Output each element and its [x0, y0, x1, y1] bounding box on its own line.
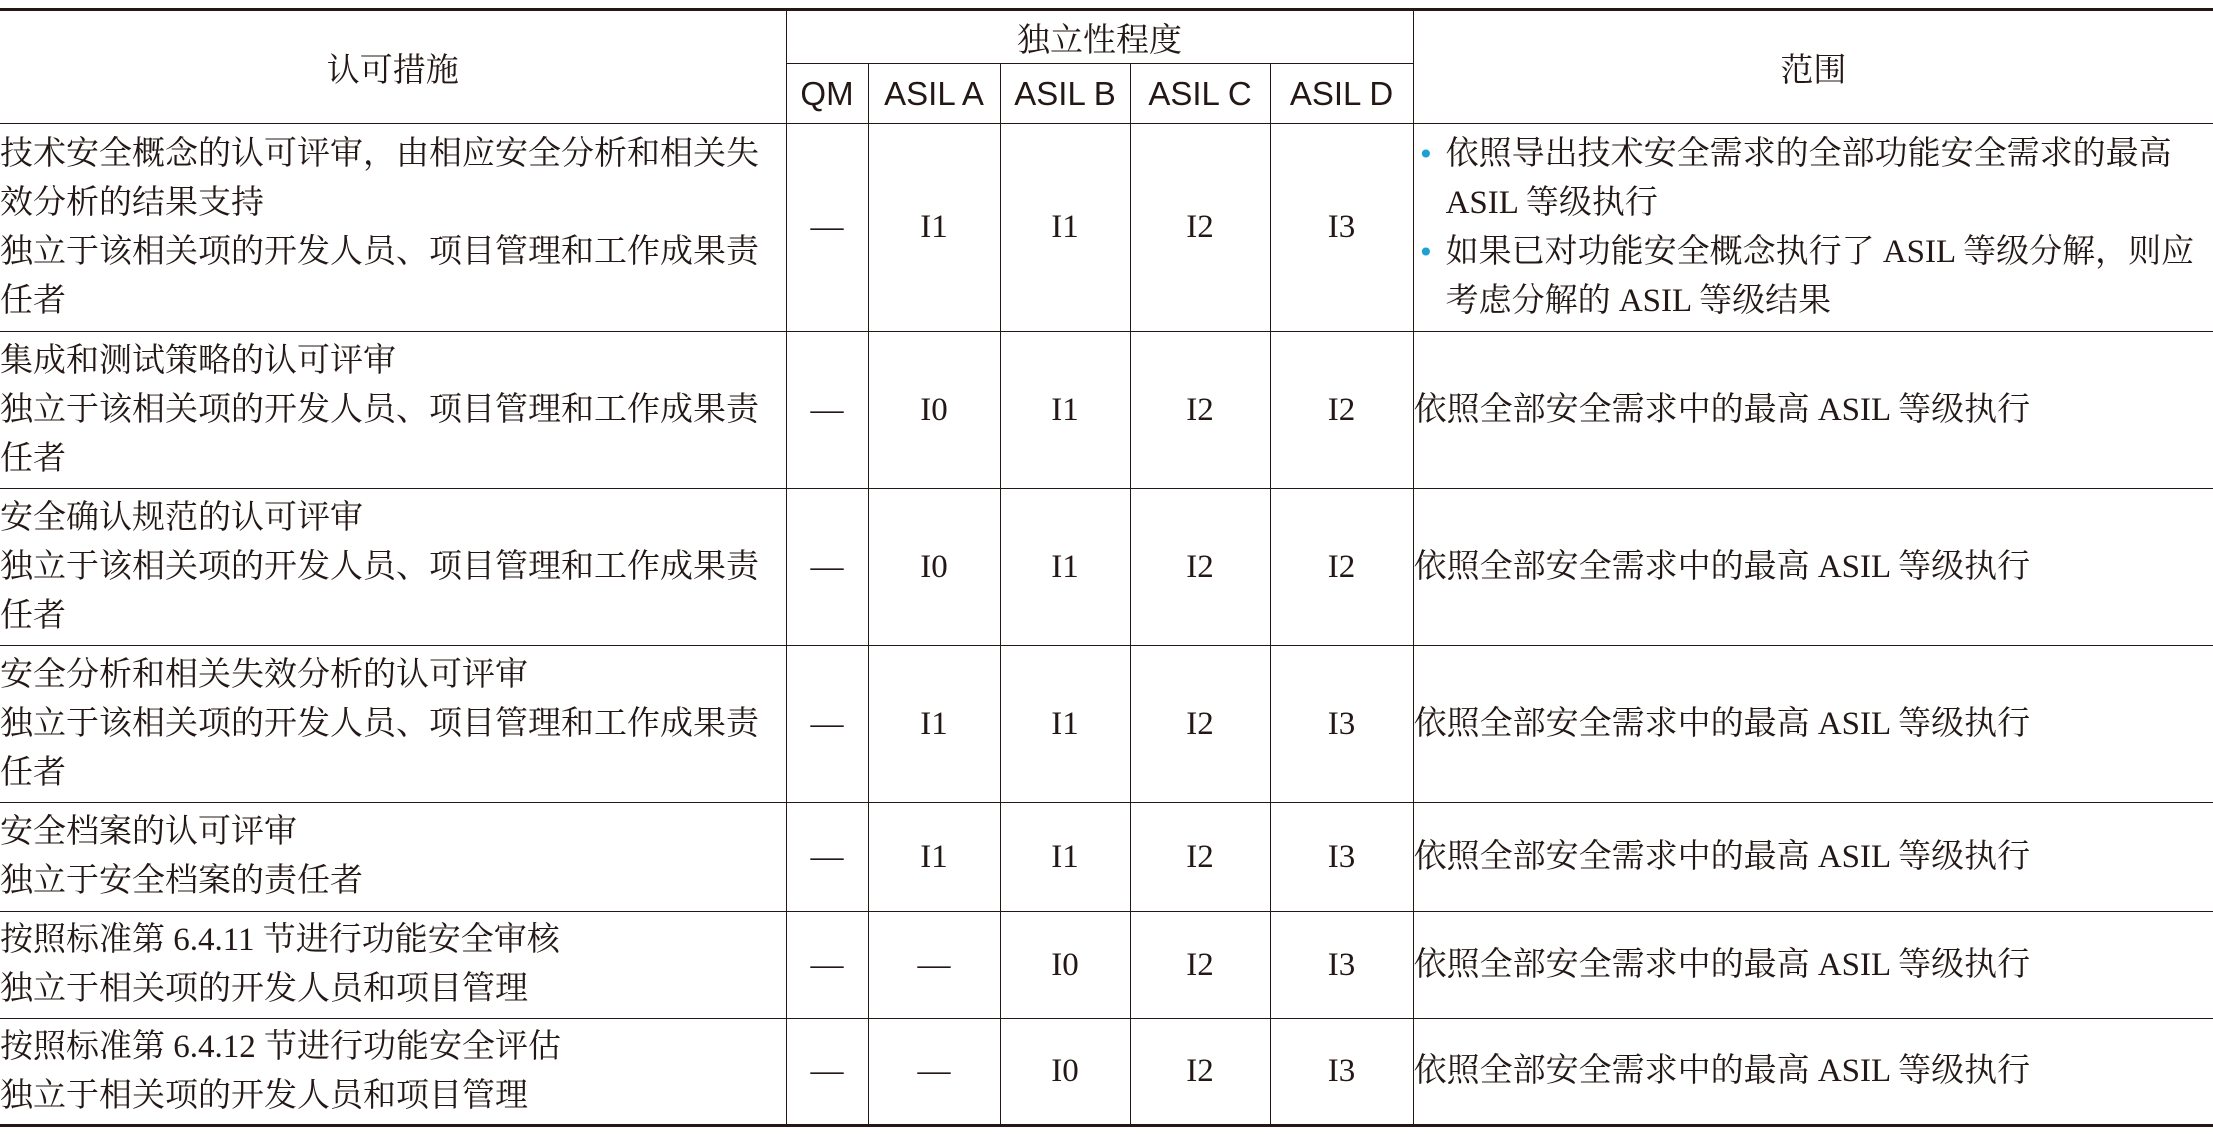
level-asil-a-cell: I0 [868, 332, 1000, 489]
measures-list [0, 651, 786, 798]
header-level-asil-c: ASIL C [1130, 64, 1270, 124]
level-asil-d-cell: I2 [1270, 489, 1413, 646]
level-asil-b-cell: I1 [1000, 332, 1130, 489]
table-row [0, 124, 2213, 332]
measures-cell [0, 489, 786, 646]
level-asil-b-cell: I1 [1000, 803, 1130, 912]
header-level-asil-d: ASIL D [1270, 64, 1413, 124]
table-row [0, 1019, 2213, 1126]
list-item [0, 808, 786, 857]
header-level-asil-a: ASIL A [868, 64, 1000, 124]
table-header [0, 10, 2213, 124]
list-item [0, 386, 786, 484]
measure-text: 按照标准第 6.4.12 节进行功能安全评估 [0, 1028, 561, 1065]
list-item [0, 337, 786, 386]
level-asil-a-cell: I0 [868, 489, 1000, 646]
table-row [0, 489, 2213, 646]
header-measures: 认可措施 [0, 10, 786, 124]
level-asil-a-cell: I1 [868, 646, 1000, 803]
measure-text: 安全确认规范的认可评审 [0, 499, 363, 536]
scope-cell: 依照全部安全需求中的最高 ASIL 等级执行 [1413, 912, 2213, 1019]
level-asil-d-cell: I3 [1270, 124, 1413, 332]
level-asil-c-cell: I2 [1130, 803, 1270, 912]
level-asil-d-cell: I3 [1270, 646, 1413, 803]
list-item [0, 965, 786, 1014]
table-row [0, 646, 2213, 803]
measure-text: 按照标准第 6.4.11 节进行功能安全审核 [0, 922, 560, 958]
measures-cell [0, 124, 786, 332]
table-row [0, 912, 2213, 1019]
level-asil-c-cell: I2 [1130, 1019, 1270, 1126]
scope-cell: 依照全部安全需求中的最高 ASIL 等级执行 [1413, 489, 2213, 646]
measure-text: 独立于相关项的开发人员和项目管理 [0, 1077, 528, 1114]
level-asil-a-cell: — [868, 1019, 1000, 1126]
scope-list [1414, 130, 2213, 326]
level-asil-b-cell: I0 [1000, 1019, 1130, 1126]
scope-text: 如果已对功能安全概念执行了 ASIL 等级分解，则应考虑分解的 ASIL 等级结果 [1445, 233, 2195, 319]
level-asil-b-cell: I1 [1000, 646, 1130, 803]
measure-text: 独立于该相关项的开发人员、项目管理和工作成果责任者 [0, 548, 759, 634]
level-qm-cell: — [786, 912, 868, 1019]
measure-text: 独立于安全档案的责任者 [0, 863, 363, 899]
measure-text: 独立于该相关项的开发人员、项目管理和工作成果责任者 [0, 391, 759, 477]
list-item [0, 916, 786, 965]
list-item [0, 651, 786, 700]
measure-text: 安全分析和相关失效分析的认可评审 [0, 656, 528, 693]
bullet-dot-icon: • [1417, 235, 1435, 269]
measure-text: 独立于该相关项的开发人员、项目管理和工作成果责任者 [0, 233, 759, 319]
measures-cell [0, 803, 786, 912]
measure-text: 独立于该相关项的开发人员、项目管理和工作成果责任者 [0, 705, 759, 791]
list-item [0, 543, 786, 641]
level-asil-d-cell: I3 [1270, 912, 1413, 1019]
header-scope: 范围 [1413, 10, 2213, 124]
level-qm-cell: — [786, 332, 868, 489]
measure-text: 独立于相关项的开发人员和项目管理 [0, 971, 528, 1007]
measures-cell [0, 646, 786, 803]
measures-list [0, 494, 786, 641]
level-asil-c-cell: I2 [1130, 646, 1270, 803]
level-qm-cell: — [786, 124, 868, 332]
measures-list [0, 130, 786, 326]
scope-cell: 依照全部安全需求中的最高 ASIL 等级执行 [1413, 332, 2213, 489]
measure-text: 安全档案的认可评审 [0, 814, 297, 850]
level-asil-c-cell: I2 [1130, 332, 1270, 489]
measures-cell [0, 912, 786, 1019]
measures-list [0, 808, 786, 906]
level-asil-d-cell: I2 [1270, 332, 1413, 489]
level-asil-b-cell: I0 [1000, 912, 1130, 1019]
list-item [0, 857, 786, 906]
list-item [0, 700, 786, 798]
list-item [0, 228, 786, 326]
list-item [0, 1072, 786, 1121]
list-item [0, 1023, 786, 1072]
level-asil-d-cell: I3 [1270, 803, 1413, 912]
level-qm-cell: — [786, 489, 868, 646]
scope-cell: 依照全部安全需求中的最高 ASIL 等级执行 [1413, 803, 2213, 912]
level-asil-c-cell: I2 [1130, 124, 1270, 332]
header-level-asil-b: ASIL B [1000, 64, 1130, 124]
level-asil-a-cell: I1 [868, 124, 1000, 332]
confirmation-measures-table [0, 8, 2213, 1127]
list-item [0, 494, 786, 543]
bullet-dot-icon: • [1417, 137, 1435, 171]
measure-text: 技术安全概念的认可评审，由相应安全分析和相关失效分析的结果支持 [0, 135, 759, 221]
level-asil-a-cell: — [868, 912, 1000, 1019]
level-asil-a-cell: I1 [868, 803, 1000, 912]
measure-text: 集成和测试策略的认可评审 [0, 342, 396, 379]
level-asil-c-cell: I2 [1130, 489, 1270, 646]
scope-cell: 依照全部安全需求中的最高 ASIL 等级执行 [1413, 646, 2213, 803]
header-row-top [0, 10, 2213, 64]
level-asil-c-cell: I2 [1130, 912, 1270, 1019]
list-item [1417, 228, 2213, 326]
level-asil-d-cell: I3 [1270, 1019, 1413, 1126]
table-body [0, 124, 2213, 1126]
list-item [0, 130, 786, 228]
measures-cell [0, 332, 786, 489]
header-independence: 独立性程度 [786, 10, 1413, 64]
table-row [0, 803, 2213, 912]
measures-list [0, 916, 786, 1014]
scope-cell: 依照全部安全需求中的最高 ASIL 等级执行 [1413, 1019, 2213, 1126]
table-row [0, 332, 2213, 489]
level-asil-b-cell: I1 [1000, 489, 1130, 646]
header-level-qm: QM [786, 64, 868, 124]
scope-text: 依照导出技术安全需求的全部功能安全需求的最高 ASIL 等级执行 [1445, 135, 2172, 221]
list-item [1417, 130, 2213, 228]
measures-list [0, 337, 786, 484]
level-qm-cell: — [786, 646, 868, 803]
level-qm-cell: — [786, 803, 868, 912]
level-asil-b-cell: I1 [1000, 124, 1130, 332]
level-qm-cell: — [786, 1019, 868, 1126]
measures-cell [0, 1019, 786, 1126]
scope-cell [1413, 124, 2213, 332]
measures-list [0, 1023, 786, 1121]
